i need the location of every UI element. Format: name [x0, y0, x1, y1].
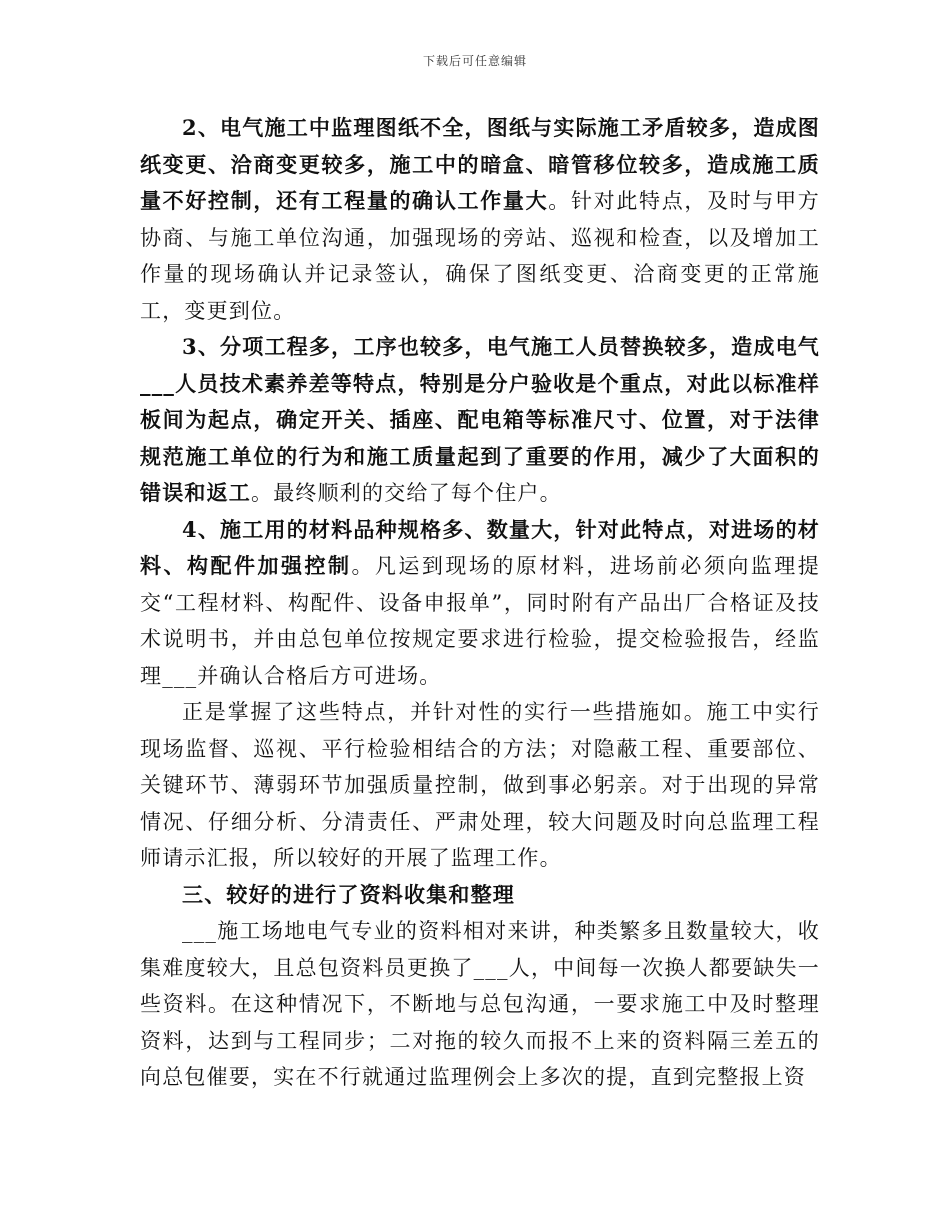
paragraph-item-4	[140, 512, 820, 695]
paragraph-text: 。最终顺利的交给了每个住户。	[251, 481, 562, 505]
document-body	[140, 110, 820, 1096]
paragraph-summary	[140, 694, 820, 877]
paragraph-materials: ___施工场地电气专业的资料相对来讲，种类繁多且数量较大，收集难度较大，且总包资料员更换了___人，中间每一次换人都要缺失一些资料。在这种情况下，不断地与总包沟通，一要求施工中及时整理资料，达到与工程同步；二对拖的较久而报不上来的资料隔三差五的向总包催要，实在不行就通过监理例会上多次的提，直到完整报上资	[140, 919, 820, 1089]
paragraph-text: 正是掌握了这些特点，并针对性的实行一些措施如。施工中实行现场监督、巡视、平行检验相结合的方法；对隐蔽工程、重要部位、关键环节、薄弱环节加强质量控制，做到事必躬亲。对于出现的异常情况、仔细分析、分清责任、严肃处理，较大问题及时向总监理工程师请示汇报，所以较好的开展了监理工作。	[140, 700, 820, 870]
paragraph-bold-lead: 2、电气施工中监理图纸不全，图纸与实际施工矛盾较多，造成图纸变更、洽商变更较多，施工中的暗盒、暗管移位较多，造成施工质量不好控制，还有工程量的确认工作量大	[140, 115, 820, 213]
section-heading: 三、较好的进行了资料收集和整理	[182, 881, 515, 907]
paragraph-bold-lead: 3、分项工程多，工序也较多，电气施工人员替换较多，造成电气___人员技术素养差等特点，特别是分户验收是个重点，对此以标准样板间为起点，确定开关、插座、配电箱等标准尺寸、位置，对于法律规范施工单位的行为和施工质量起到了重要的作用，减少了大面积的错误和返工	[140, 334, 820, 505]
paragraph-text: 。凡运到现场的原材料，进场前必须向监理提交“工程材料、构配件、设备申报单”，同时附有产品出厂合格证及技术说明书，并由总包单位按规定要求进行检验，提交检验报告，经监理___并确认合格后方可进场。	[140, 554, 820, 688]
paragraph-item-2	[140, 110, 820, 329]
paragraph-item-3	[140, 329, 820, 512]
page-header-note: 下载后可任意编辑	[422, 54, 527, 68]
paragraph-text: 。针对此特点，及时与甲方协商、与施工单位沟通，加强现场的旁站、巡视和检查，以及增加工作量的现场确认并记录签认，确保了图纸变更、洽商变更的正常施工，变更到位。	[140, 189, 820, 323]
paragraph-bold-lead: 4、施工用的材料品种规格多、数量大，针对此特点，对进场的材料、构配件加强控制	[140, 516, 820, 578]
